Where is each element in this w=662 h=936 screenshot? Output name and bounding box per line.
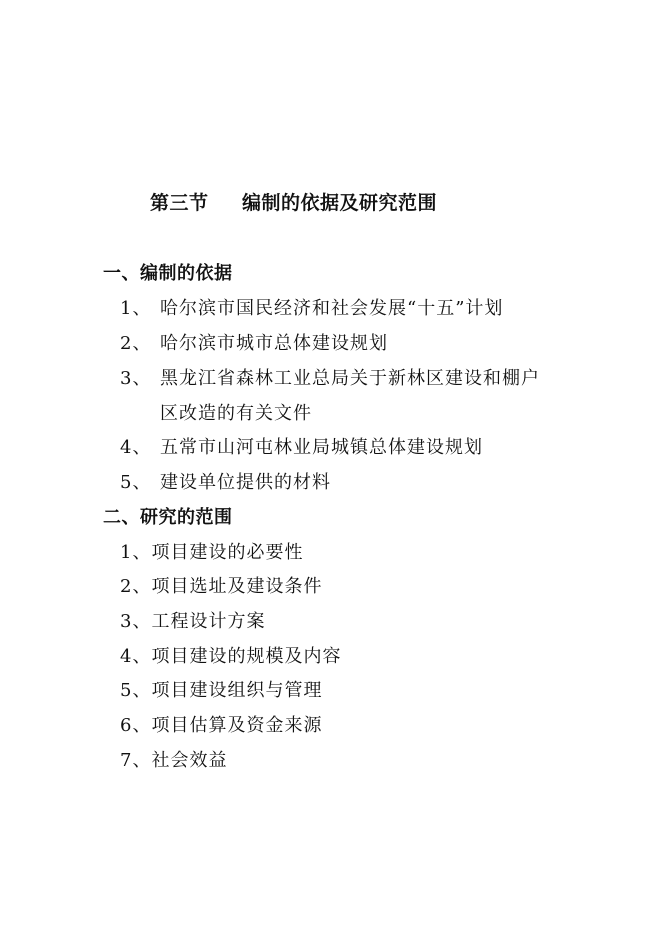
list-item [120,364,540,390]
list-item-index: 2、 [120,576,152,597]
list-item-index: 4、 [120,646,152,667]
list-item [120,294,503,320]
list-item-index: 1、 [120,542,152,563]
section-number: 第三节 [150,192,209,214]
list-item [120,746,227,772]
list-item-index: 1、 [120,298,152,319]
list-item-index: 5、 [120,472,152,493]
list-item [120,642,341,668]
section-title [150,188,437,215]
list-item-index: 6、 [120,715,152,736]
list-item-text: 项目建设的规模及内容 [151,646,342,667]
list-item [120,329,388,355]
list-item-index: 2、 [120,333,152,354]
list-item [120,607,265,633]
list-item-text: 项目选址及建设条件 [151,576,323,597]
list-item-text: 建设单位提供的材料 [160,472,331,493]
list-item-text: 项目建设组织与管理 [151,680,323,701]
list-item-text: 哈尔滨市国民经济和社会发展“十五”计划 [160,298,504,319]
list-item [120,538,303,564]
list-item-index: 3、 [120,368,152,389]
list-item [120,711,322,737]
list-item-text: 黑龙江省森林工业总局关于新林区建设和棚户 [160,368,540,389]
list-item-continuation: 区改造的有关文件 [160,403,312,424]
list-item-text: 五常市山河屯林业局城镇总体建设规划 [160,437,483,458]
list-item [120,676,322,702]
list-item [120,572,322,598]
list-item-text: 工程设计方案 [151,611,266,632]
list-item-index: 3、 [120,611,152,632]
basis-heading: 一、编制的依据 [103,263,233,284]
list-item-index: 7、 [120,750,152,771]
list-item-index: 4、 [120,437,152,458]
list-item [120,468,331,494]
scope-heading: 二、研究的范围 [103,507,233,528]
list-item-text: 项目建设的必要性 [151,542,304,563]
list-item-text: 社会效益 [151,750,228,771]
list-item [120,433,483,459]
list-item-index: 5、 [120,680,152,701]
list-item-text: 项目估算及资金来源 [151,715,323,736]
list-item-text: 哈尔滨市城市总体建设规划 [160,333,388,354]
section-title-text: 编制的依据及研究范围 [242,192,438,214]
